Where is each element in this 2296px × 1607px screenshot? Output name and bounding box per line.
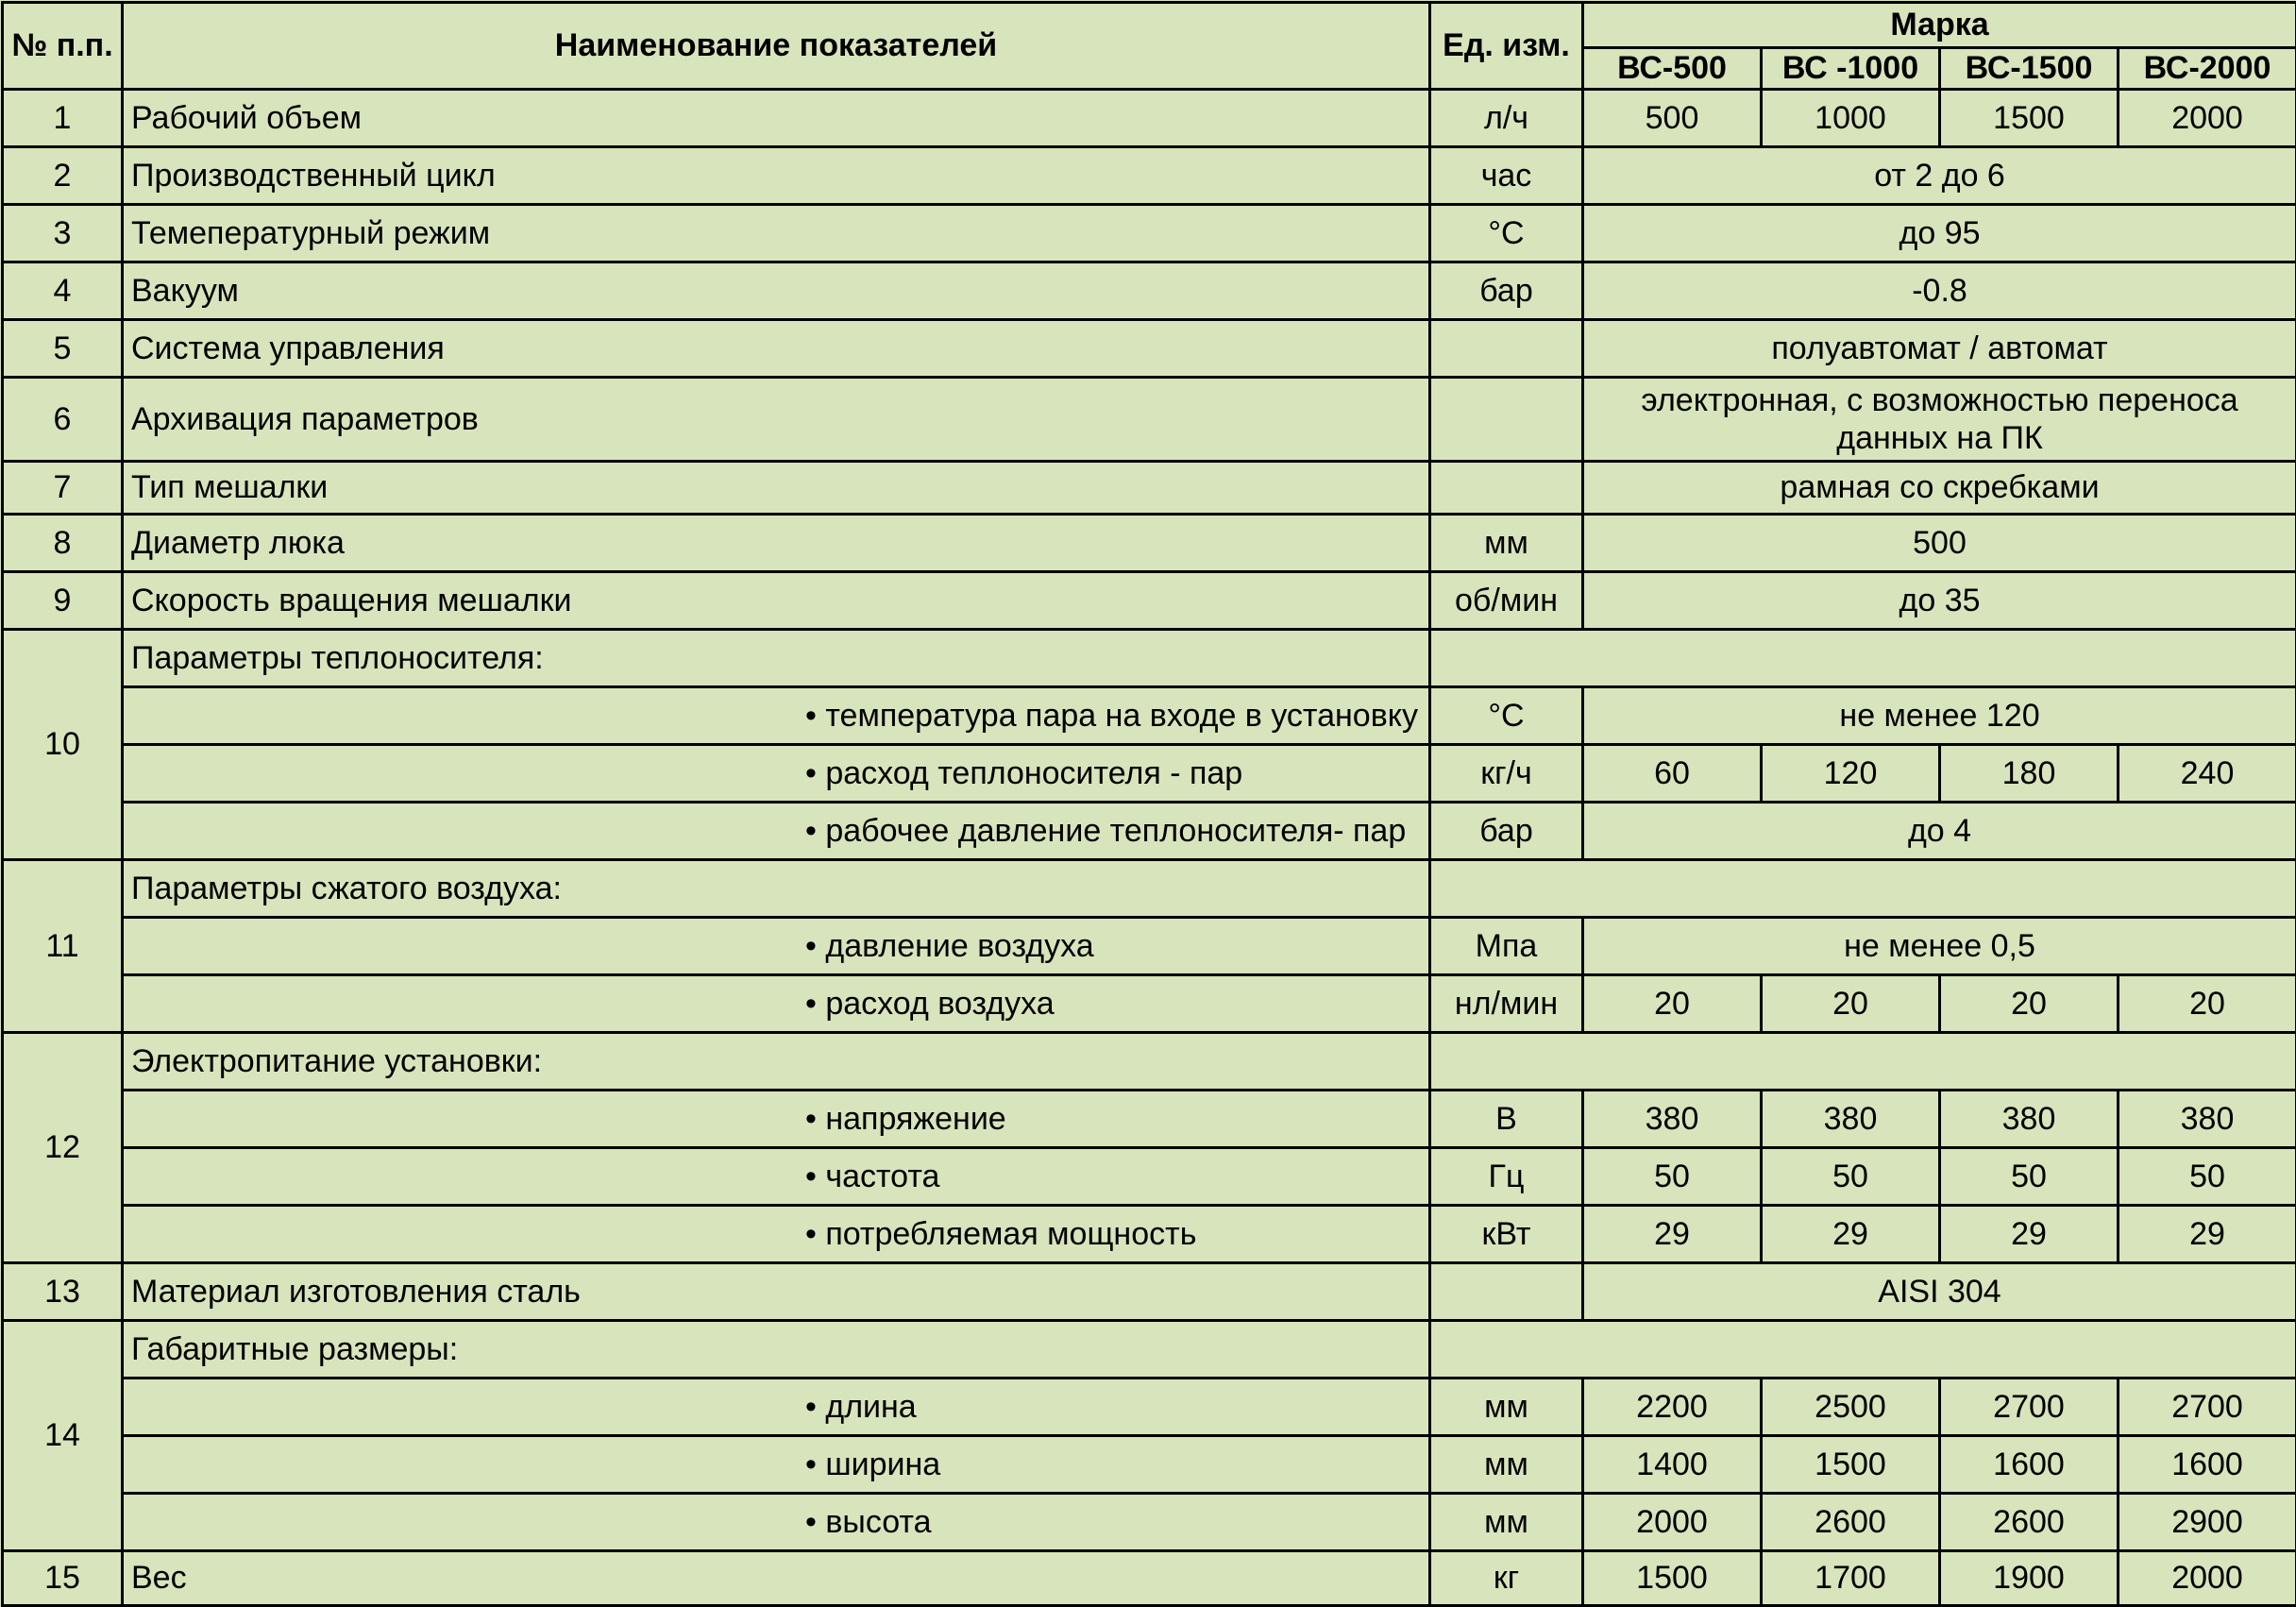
value-cell: 2900: [2119, 1494, 2296, 1551]
group-title: Габаритные размеры:: [123, 1321, 1430, 1379]
value-cell: 2000: [2119, 90, 2296, 147]
row-unit: Гц: [1430, 1148, 1583, 1206]
value-cell: 29: [1940, 1206, 2119, 1263]
value-cell-merged: AISI 304: [1583, 1263, 2296, 1321]
table-row: [3, 320, 2296, 378]
row-unit: [1430, 378, 1583, 462]
value-cell: 380: [1583, 1091, 1762, 1148]
table-row: [3, 378, 2296, 462]
header-num: № п.п.: [3, 3, 123, 90]
value-cell: 2200: [1583, 1379, 1762, 1436]
subrow-name: • высота: [123, 1494, 1430, 1551]
header-unit: Ед. изм.: [1430, 3, 1583, 90]
row-num: 15: [3, 1551, 123, 1606]
table-row: [3, 147, 2296, 205]
row-unit: нл/мин: [1430, 975, 1583, 1033]
row-num: 6: [3, 378, 123, 462]
row-unit: л/ч: [1430, 90, 1583, 147]
row-name: Архивация параметров: [123, 378, 1430, 462]
table-row: [3, 90, 2296, 147]
value-cell: 1700: [1762, 1551, 1940, 1606]
value-cell: 2000: [1583, 1494, 1762, 1551]
row-unit: [1430, 1263, 1583, 1321]
group-title: Электропитание установки:: [123, 1033, 1430, 1091]
value-cell: 50: [1762, 1148, 1940, 1206]
table-row: [3, 1263, 2296, 1321]
value-cell: 29: [1583, 1206, 1762, 1263]
table-subrow: [3, 745, 2296, 803]
row-num: 5: [3, 320, 123, 378]
table-subrow: [3, 803, 2296, 860]
row-unit: мм: [1430, 515, 1583, 572]
table-subrow: [3, 1379, 2296, 1436]
value-cell: 50: [2119, 1148, 2296, 1206]
table-subrow: [3, 1091, 2296, 1148]
value-cell: 1900: [1940, 1551, 2119, 1606]
row-num: 4: [3, 262, 123, 320]
value-cell: 2600: [1762, 1494, 1940, 1551]
value-cell: 240: [2119, 745, 2296, 803]
row-unit: В: [1430, 1091, 1583, 1148]
table-row: [3, 262, 2296, 320]
row-unit: бар: [1430, 803, 1583, 860]
table-row: [3, 205, 2296, 262]
header-name: Наименование показателей: [123, 3, 1430, 90]
row-unit: °С: [1430, 205, 1583, 262]
value-cell: 20: [1762, 975, 1940, 1033]
row-num: 8: [3, 515, 123, 572]
row-num: 14: [3, 1321, 123, 1551]
row-name: Система управления: [123, 320, 1430, 378]
table-row: [3, 860, 2296, 918]
value-cell: 1400: [1583, 1436, 1762, 1494]
header-model: ВС-500: [1583, 48, 1762, 90]
subrow-name: • расход теплоносителя - пар: [123, 745, 1430, 803]
empty-cell: [1430, 1321, 2296, 1379]
header-model: ВС-1500: [1940, 48, 2119, 90]
row-unit: бар: [1430, 262, 1583, 320]
value-cell-merged: электронная, с возможностью переноса данных на ПК: [1583, 378, 2296, 462]
group-title: Параметры теплоносителя:: [123, 630, 1430, 687]
row-name: Диаметр люка: [123, 515, 1430, 572]
header-model: ВС -1000: [1762, 48, 1940, 90]
value-cell-merged: до 95: [1583, 205, 2296, 262]
row-unit: кВт: [1430, 1206, 1583, 1263]
table-row: [3, 1551, 2296, 1606]
subrow-name: • напряжение: [123, 1091, 1430, 1148]
row-unit: об/мин: [1430, 572, 1583, 630]
subrow-name: • ширина: [123, 1436, 1430, 1494]
row-num: 12: [3, 1033, 123, 1263]
header-model: ВС-2000: [2119, 48, 2296, 90]
value-cell: 20: [1940, 975, 2119, 1033]
table-row: [3, 462, 2296, 515]
row-unit: °С: [1430, 687, 1583, 745]
row-num: 1: [3, 90, 123, 147]
subrow-name: • рабочее давление теплоносителя- пар: [123, 803, 1430, 860]
empty-cell: [1430, 630, 2296, 687]
header-brand: Марка: [1583, 3, 2296, 48]
header-row: [3, 3, 2296, 48]
empty-cell: [1430, 1033, 2296, 1091]
value-cell-merged: не менее 0,5: [1583, 918, 2296, 975]
table-row: [3, 1321, 2296, 1379]
row-unit: [1430, 320, 1583, 378]
value-cell-merged: от 2 до 6: [1583, 147, 2296, 205]
value-cell: 20: [2119, 975, 2296, 1033]
row-name: Рабочий объем: [123, 90, 1430, 147]
value-cell: 380: [2119, 1091, 2296, 1148]
value-cell: 180: [1940, 745, 2119, 803]
value-cell-merged: не менее 120: [1583, 687, 2296, 745]
subrow-name: • длина: [123, 1379, 1430, 1436]
value-cell: 1600: [2119, 1436, 2296, 1494]
subrow-name: • давление воздуха: [123, 918, 1430, 975]
value-cell-merged: полуавтомат / автомат: [1583, 320, 2296, 378]
table-subrow: [3, 975, 2296, 1033]
row-unit: час: [1430, 147, 1583, 205]
row-unit: кг: [1430, 1551, 1583, 1606]
table-row: [3, 1033, 2296, 1091]
value-cell: 120: [1762, 745, 1940, 803]
row-unit: мм: [1430, 1494, 1583, 1551]
value-cell-merged: 500: [1583, 515, 2296, 572]
value-cell: 2600: [1940, 1494, 2119, 1551]
value-cell-merged: до 4: [1583, 803, 2296, 860]
row-num: 3: [3, 205, 123, 262]
value-cell-merged: -0.8: [1583, 262, 2296, 320]
value-cell: 380: [1762, 1091, 1940, 1148]
value-cell: 1500: [1762, 1436, 1940, 1494]
table-row: [3, 572, 2296, 630]
subrow-name: • потребляемая мощность: [123, 1206, 1430, 1263]
row-name: Темепературный режим: [123, 205, 1430, 262]
table-subrow: [3, 1206, 2296, 1263]
table-row: [3, 630, 2296, 687]
table-subrow: [3, 918, 2296, 975]
row-name: Скорость вращения мешалки: [123, 572, 1430, 630]
group-title: Параметры сжатого воздуха:: [123, 860, 1430, 918]
subrow-name: • температура пара на входе в установку: [123, 687, 1430, 745]
value-cell: 20: [1583, 975, 1762, 1033]
table-subrow: [3, 1436, 2296, 1494]
row-name: Вакуум: [123, 262, 1430, 320]
value-cell: 2000: [2119, 1551, 2296, 1606]
value-cell-merged: рамная со скребками: [1583, 462, 2296, 515]
value-cell: 1500: [1940, 90, 2119, 147]
row-unit: мм: [1430, 1436, 1583, 1494]
row-num: 2: [3, 147, 123, 205]
value-cell: 29: [1762, 1206, 1940, 1263]
table-subrow: [3, 1494, 2296, 1551]
value-cell: 2500: [1762, 1379, 1940, 1436]
row-unit: кг/ч: [1430, 745, 1583, 803]
value-cell: 29: [2119, 1206, 2296, 1263]
value-cell: 1500: [1583, 1551, 1762, 1606]
table-subrow: [3, 1148, 2296, 1206]
row-num: 7: [3, 462, 123, 515]
empty-cell: [1430, 860, 2296, 918]
value-cell: 50: [1583, 1148, 1762, 1206]
value-cell: 60: [1583, 745, 1762, 803]
row-name: Тип мешалки: [123, 462, 1430, 515]
row-num: 9: [3, 572, 123, 630]
value-cell: 1600: [1940, 1436, 2119, 1494]
value-cell: 500: [1583, 90, 1762, 147]
row-name: Материал изготовления сталь: [123, 1263, 1430, 1321]
value-cell: 1000: [1762, 90, 1940, 147]
row-num: 13: [3, 1263, 123, 1321]
value-cell: 2700: [1940, 1379, 2119, 1436]
row-unit: Мпа: [1430, 918, 1583, 975]
row-name: Вес: [123, 1551, 1430, 1606]
value-cell: 2700: [2119, 1379, 2296, 1436]
value-cell: 50: [1940, 1148, 2119, 1206]
row-num: 10: [3, 630, 123, 860]
subrow-name: • расход воздуха: [123, 975, 1430, 1033]
specifications-table: [1, 1, 2296, 1607]
row-unit: мм: [1430, 1379, 1583, 1436]
table-subrow: [3, 687, 2296, 745]
table-row: [3, 515, 2296, 572]
row-num: 11: [3, 860, 123, 1033]
row-name: Производственный цикл: [123, 147, 1430, 205]
subrow-name: • частота: [123, 1148, 1430, 1206]
row-unit: [1430, 462, 1583, 515]
value-cell-merged: до 35: [1583, 572, 2296, 630]
value-cell: 380: [1940, 1091, 2119, 1148]
